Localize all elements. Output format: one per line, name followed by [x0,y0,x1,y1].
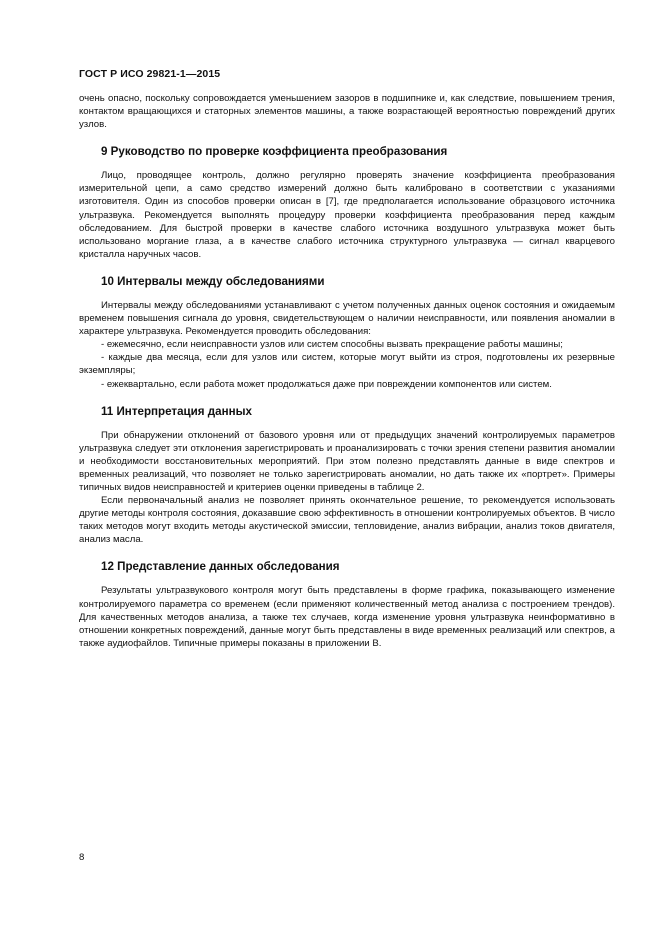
list-item: - каждые два месяца, если для узлов или систем, которые могут выйти из строя, подготовлены их резервные экземпляры; [79,352,615,377]
section-10 [79,275,615,391]
section-9-title: 9 Руководство по проверке коэффициента преобразования [101,145,448,159]
section-11-paragraph-2: Если первоначальный анализ не позволяет принять окончательное решение, то рекомендуется использовать другие методы контроля состояния, доказавшие свою эффективность в отношении контролируемых объектов. В число таких методов могут входить методы акустической эмиссии, тепловидение, анализ вибрации, анализ токов двигателя, анализ масла. [79,495,615,546]
list-item: - ежеквартально, если работа может продолжаться даже при повреждении компонентов или систем. [101,378,552,390]
page-content [79,92,615,650]
section-10-paragraph: Интервалы между обследованиями устанавливают с учетом полученных данных оценок состояния и ожидаемым временем повышения сигнала до уровня, свидетельствующем о наличии неисправности, или появления аномалии в характере ультразвука. Рекомендуется проводить обследования: [79,299,615,338]
section-11-title: 11 Интерпретация данных [101,404,252,418]
document-header: ГОСТ Р ИСО 29821-1—2015 [79,68,221,80]
section-9 [79,145,615,261]
section-12-paragraph: Результаты ультразвукового контроля могут быть представлены в форме графика, показывающего изменение контролируемого параметра со временем (если применяют количественный метод анализа с построением трендов). Для качественных методов анализа, а также тех случаев, когда изменение уровня ультразвука неинформативно в отношении конкретных повреждений, данные могут быть представлены в виде временных реализаций или спектров, а также аудиофайлов. Типичные примеры показаны в приложении В. [79,585,615,649]
section-12 [79,560,615,649]
list-item: - ежемесячно, если неисправности узлов или систем способны вызвать прекращение работы машины; [101,339,563,351]
section-11-paragraph-1: При обнаружении отклонений от базового уровня или от предыдущих значений контролируемых параметров ультразвука следует эти отклонения зарегистрировать и проанализировать с точки зрения степени развития аномалии и необходимости восстановительных мероприятий. При этом полезно представлять данные в виде спектров и временных реализаций, что позволяет не только зарегистрировать аномалии, но дать также их «портрет». Примеры типичных видов неисправностей и критериев оценки приведены в таблице 2. [79,429,615,493]
section-9-paragraph: Лицо, проводящее контроль, должно регулярно проверять значение коэффициента преобразования измерительной цепи, а само средство измерений должно быть калибровано в соответствии с указаниями изготовителя. Один из способов проверки описан в [7], где предполагается использование образцового источника ультразвука. Рекомендуется выполнять процедуру проверки коэффициента преобразования перед каждым обследованием. Для быстрой проверки в качестве слабого источника воздушного ультразвука может быть использовано моргание глаза, а в качестве слабого источника структурного ультразвука — сигнал кварцевого кристалла наручных часов. [79,170,615,260]
intro-paragraph: очень опасно, поскольку сопровождается уменьшением зазоров в подшипнике и, как следствие, повышением трения, контактом вращающихся и статорных элементов машины, а также возрастающей вероятностью повреждений других узлов. [79,93,615,131]
section-10-title: 10 Интервалы между обследованиями [101,274,325,288]
section-12-title: 12 Представление данных обследования [101,560,340,574]
section-11 [79,405,615,547]
page-number: 8 [79,852,85,863]
